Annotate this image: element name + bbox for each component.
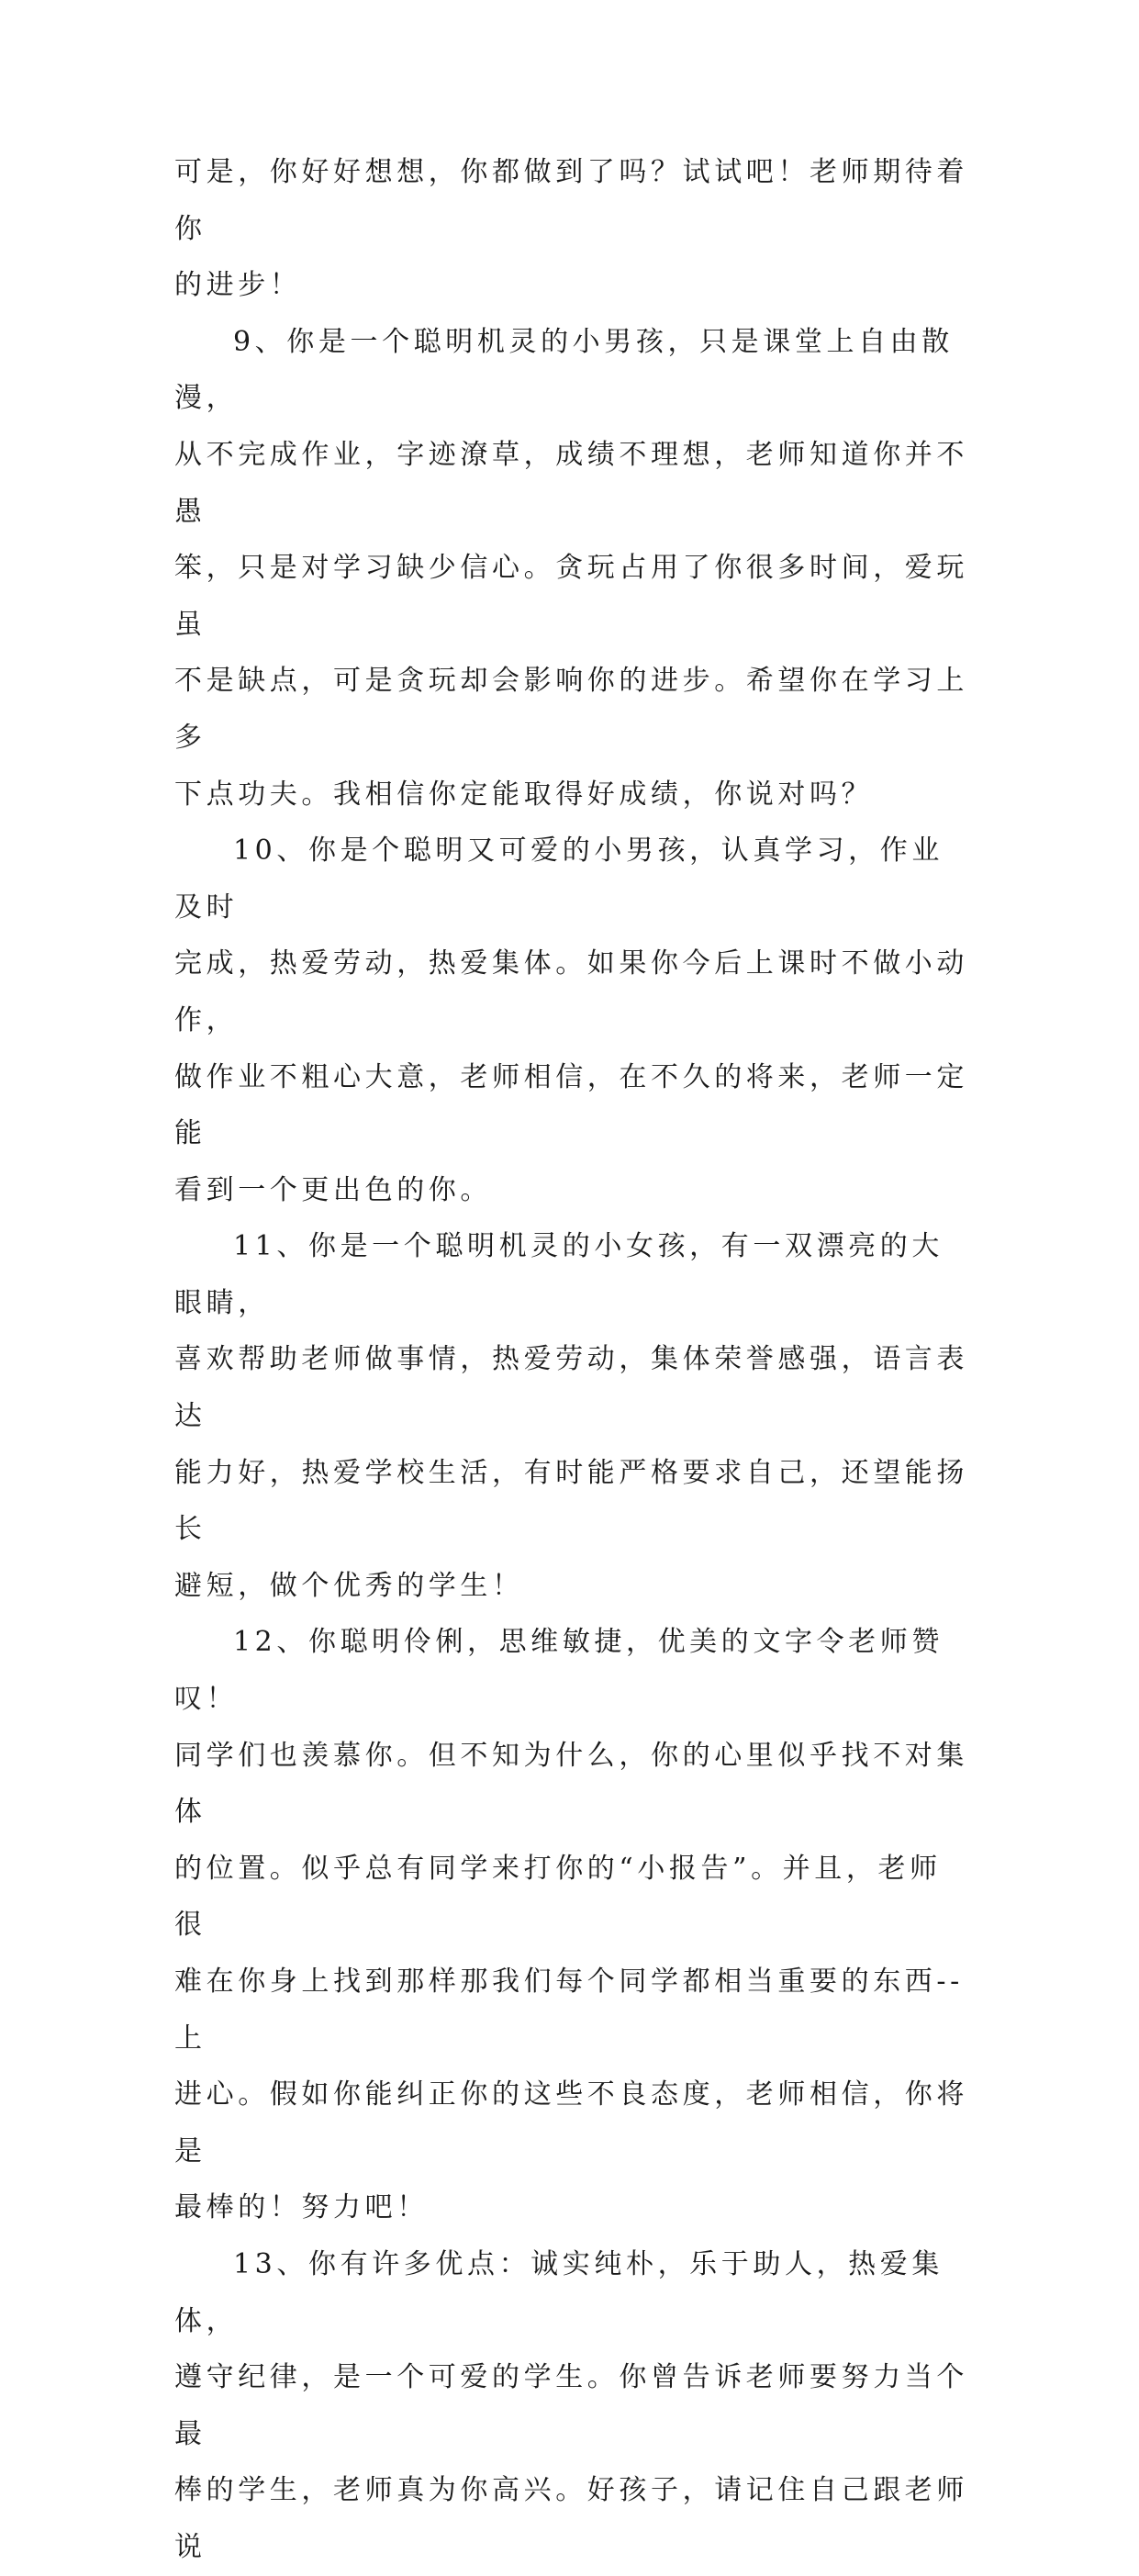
paragraph-item-13: [174, 2236, 973, 2576]
text-line: 的位置。似乎总有同学来打你的“小报告”。并且，老师很: [174, 1852, 942, 1942]
text-line: 做作业不粗心大意，老师相信，在不久的将来，老师一定能: [174, 1060, 968, 1150]
text-line: 下点功夫。我相信你定能取得好成绩，你说对吗？: [174, 778, 874, 811]
text-line: 不是缺点，可是贪玩却会影响你的进步。希望你在学习上多: [174, 665, 968, 754]
text-line: 可是，你好好想想，你都做到了吗？试试吧！老师期待着你: [174, 156, 968, 245]
text-line: 完成，热爱劳动，热爱集体。如果你今后上课时不做小动作，: [174, 947, 968, 1036]
text-line: 能力好，热爱学校生活，有时能严格要求自己，还望能扬长: [174, 1456, 968, 1546]
text-line: 遵守纪律，是一个可爱的学生。你曾告诉老师要努力当个最: [174, 2361, 968, 2450]
text-line: 12、你聪明伶俐，思维敏捷，优美的文字令老师赞叹！: [174, 1626, 944, 1716]
document-body: [174, 144, 973, 2576]
paragraph-item-9: [174, 314, 973, 823]
text-line: 进心。假如你能纠正你的这些不良态度，老师相信，你将是: [174, 2078, 968, 2167]
text-line: 同学们也羡慕你。但不知为什么，你的心里似乎找不对集体: [174, 1739, 968, 1829]
paragraph-item-12: [174, 1614, 973, 2236]
text-line: 棒的学生，老师真为你高兴。好孩子，请记住自己跟老师说: [174, 2474, 968, 2563]
text-line: 避短，做个优秀的学生！: [174, 1569, 524, 1602]
text-line: 从不完成作业，字迹潦草，成绩不理想，老师知道你并不愚: [174, 438, 968, 528]
text-line: 11、你是一个聪明机灵的小女孩，有一双漂亮的大眼睛，: [174, 1230, 944, 1319]
paragraph-item-11: [174, 1218, 973, 1614]
text-line: 笨，只是对学习缺少信心。贪玩占用了你很多时间，爱玩虽: [174, 552, 968, 641]
paragraph-item-10: [174, 823, 973, 1218]
text-line: 难在你身上找到那样那我们每个同学都相当重要的东西--上: [174, 1966, 964, 2055]
text-line: 的进步！: [174, 269, 302, 302]
text-line: 9、你是一个聪明机灵的小男孩，只是课堂上自由散漫，: [174, 325, 954, 415]
text-line: 看到一个更出色的你。: [174, 1173, 492, 1206]
text-line: 喜欢帮助老师做事情，热爱劳动，集体荣誉感强，语言表达: [174, 1343, 968, 1433]
text-line: 13、你有许多优点：诚实纯朴，乐于助人，热爱集体，: [174, 2247, 944, 2337]
text-line: 最棒的！努力吧！: [174, 2191, 429, 2224]
text-line: 10、你是个聪明又可爱的小男孩，认真学习，作业及时: [174, 834, 944, 924]
paragraph-continued: [174, 144, 973, 314]
